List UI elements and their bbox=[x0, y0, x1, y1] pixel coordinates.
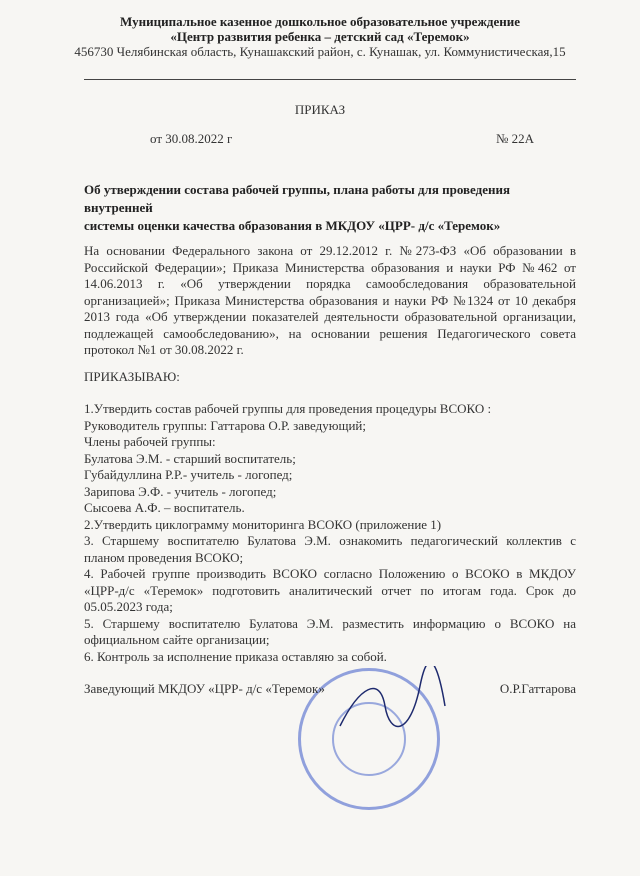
list-item: Зарипова Э.Ф. - учитель - логопед; bbox=[84, 483, 277, 499]
signatory-name: О.Р.Гаттарова bbox=[499, 681, 576, 696]
list-item: 5. Старшему воспитателю Булатова Э.М. разместить информацию о ВСОКО на официальном сайте организации; bbox=[84, 615, 576, 647]
order-title-line: Об утверждении состава рабочей группы, плана работы для проведения внутренней bbox=[84, 182, 510, 215]
list-item: 3. Старшему воспитателю Булатова Э.М. ознакомить педагогический коллектив с планом проведения ВСОКО; bbox=[84, 533, 576, 565]
list-item: Губайдуллина Р.Р.- учитель - логопед; bbox=[84, 467, 293, 482]
order-number: № 22А bbox=[496, 131, 535, 146]
list-item: Руководитель группы: Гаттарова О.Р. заведующий; bbox=[84, 417, 366, 433]
order-title bbox=[84, 181, 576, 235]
org-name-line1: Муниципальное казенное дошкольное образовательное учреждение bbox=[120, 14, 520, 29]
org-name-line2: «Центр развития ребенка – детский сад «Теремок» bbox=[170, 29, 470, 44]
order-items bbox=[84, 401, 576, 665]
order-date-line bbox=[0, 131, 640, 147]
list-item: 2.Утвердить циклограмму мониторинга ВСОКО (приложение 1) bbox=[84, 516, 442, 532]
signature-row bbox=[84, 681, 576, 698]
order-date: от 30.08.2022 г bbox=[150, 131, 233, 146]
header-divider bbox=[84, 79, 576, 80]
org-address: 456730 Челябинская область, Кунашакский район, с. Кунашак, ул. Коммунистическая,15 bbox=[74, 44, 566, 59]
directive: ПРИКАЗЫВАЮ: bbox=[84, 368, 180, 384]
list-item: Сысоева А.Ф. – воспитатель. bbox=[84, 500, 245, 515]
signatory-position: Заведующий МКДОУ «ЦРР- д/с «Теремок» bbox=[84, 681, 325, 696]
order-heading: ПРИКАЗ bbox=[294, 102, 346, 117]
signature-scribble bbox=[330, 666, 450, 746]
list-item: 1.Утвердить состав рабочей группы для проведения процедуры ВСОКО : bbox=[84, 401, 492, 416]
list-item: 4. Рабочей группе производить ВСОКО согласно Положению о ВСОКО в МКДОУ «ЦРР-д/с «Теремок» подготовить аналитический отчет по итогам года. Срок до 05.05.2023 года; bbox=[84, 566, 576, 614]
list-item: Члены рабочей группы: bbox=[84, 434, 216, 449]
list-item: 6. Контроль за исполнение приказа оставляю за собой. bbox=[84, 648, 387, 664]
order-title-line: системы оценки качества образования в МКДОУ «ЦРР- д/с «Теремок» bbox=[84, 218, 501, 233]
preamble: На основании Федерального закона от 29.12.2012 г. №273-ФЗ «Об образовании в Российской Федерации»; Приказа Министерства образования и науки РФ №462 от 14.06.2013 г. «Об утверждении порядка самообследования образовательной организацией»; Приказа Министерства образования и науки РФ №1324 от 10 декабря 2013 года «Об утверждении показателей деятельности образовательной организации, подлежащей самообследованию», на основании решения Педагогического совета протокол №1 от 30.08.2022 г. bbox=[84, 243, 576, 357]
list-item: Булатова Э.М. - старший воспитатель; bbox=[84, 450, 296, 466]
